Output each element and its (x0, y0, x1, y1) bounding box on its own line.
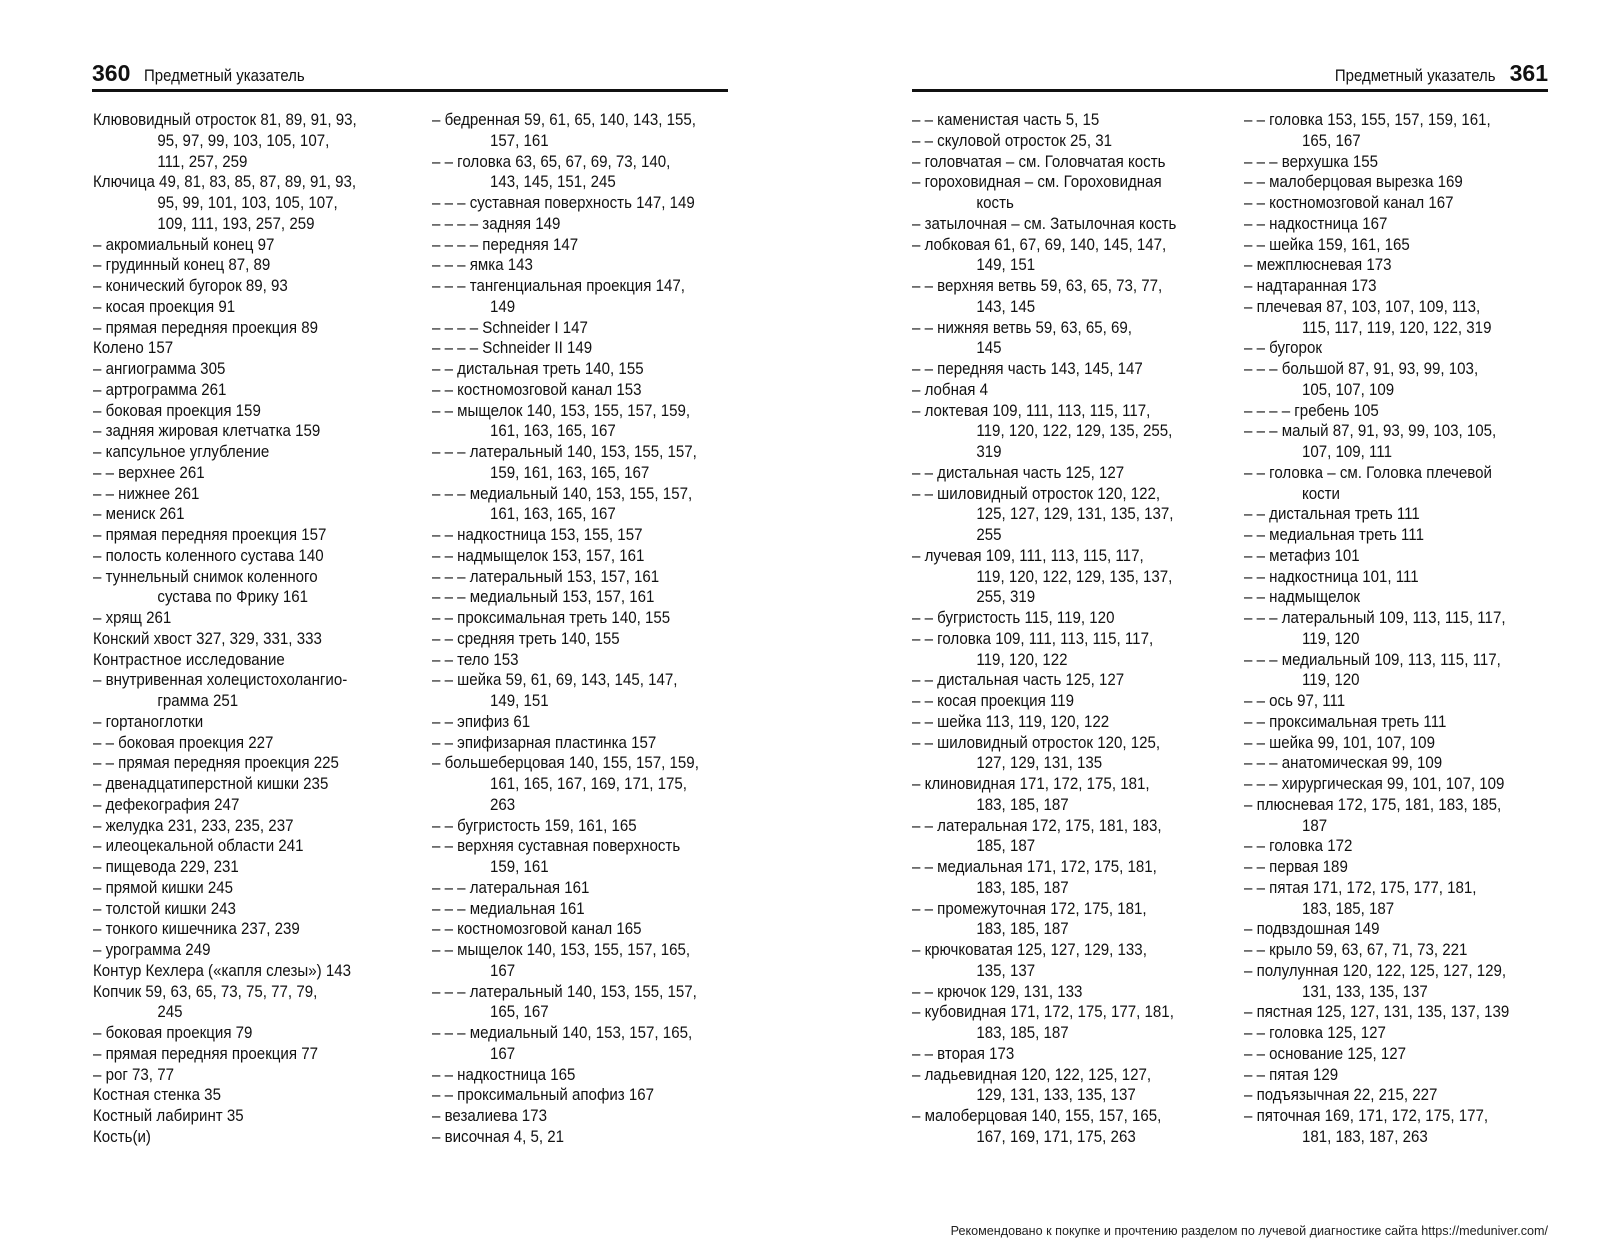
index-entry: – – крючок 129, 131, 133 (912, 982, 1083, 1001)
index-entry: – – мыщелок 140, 153, 155, 157, 159, (432, 401, 691, 420)
index-entry: – косая проекция 91 (93, 297, 236, 316)
index-entry-continuation: 127, 129, 131, 135 (976, 754, 1103, 773)
index-entry-continuation: 95, 97, 99, 103, 105, 107, (157, 131, 330, 150)
index-entry: – – бугристость 159, 161, 165 (432, 816, 637, 835)
index-entry: – тонкого кишечника 237, 239 (93, 920, 300, 939)
index-entry: Копчик 59, 63, 65, 73, 75, 77, 79, (93, 982, 318, 1001)
index-entry: – – головка 63, 65, 67, 69, 73, 140, (432, 152, 671, 171)
index-entry: – двенадцатиперстной кишки 235 (93, 775, 329, 793)
index-entry: – – надкостница 153, 155, 157 (432, 526, 643, 544)
index-entry: – – прямая передняя проекция 225 (93, 754, 339, 773)
left-page-title: Предметный указатель (144, 66, 306, 85)
index-entry-continuation: 319 (976, 443, 1002, 461)
index-entry-continuation: 183, 185, 187 (976, 920, 1069, 939)
index-entry: – – дистальная треть 140, 155 (432, 360, 644, 378)
index-entry-continuation: 255, 319 (976, 588, 1036, 607)
index-entry: – – – медиальный 153, 157, 161 (432, 588, 655, 607)
index-entry: – – – латеральный 153, 157, 161 (432, 567, 660, 586)
index-entry: – полость коленного сустава 140 (93, 546, 324, 565)
index-entry: – – боковая проекция 227 (93, 733, 274, 752)
index-entry: – лобная 4 (912, 380, 989, 399)
index-entry: – – тело 153 (432, 650, 519, 669)
index-entry-continuation: 119, 120, 122, 129, 135, 255, (976, 422, 1173, 441)
index-entry: – конический бугорок 89, 93 (93, 277, 288, 295)
index-entry: – – дистальная треть 111 (1244, 505, 1420, 524)
right-page-title: Предметный указатель (1334, 66, 1496, 85)
index-entry-continuation: кости (1301, 484, 1340, 503)
index-entry: – подвздошная 149 (1244, 920, 1380, 939)
index-entry-continuation: 245 (157, 1003, 183, 1022)
index-entry-continuation: 111, 257, 259 (157, 152, 248, 171)
right-page-number: 361 (1509, 60, 1548, 86)
index-entry: – – – медиальный 140, 153, 155, 157, (432, 484, 693, 503)
index-entry: – – пятая 171, 172, 175, 177, 181, (1244, 878, 1477, 897)
index-column-2 (432, 110, 732, 1148)
index-entry: – – надкостница 101, 111 (1244, 567, 1419, 586)
index-entry: – задняя жировая клетчатка 159 (93, 422, 321, 441)
index-entry-continuation: 161, 163, 165, 167 (489, 505, 616, 524)
index-entry: – – – латеральный 109, 113, 115, 117, (1244, 609, 1506, 627)
index-entry-continuation: 109, 111, 193, 257, 259 (157, 214, 315, 233)
index-entry-continuation: 105, 107, 109 (1301, 380, 1395, 399)
index-entry: – большеберцовая 140, 155, 157, 159, (432, 754, 699, 773)
index-entry: – – дистальная часть 125, 127 (912, 463, 1125, 482)
index-entry: – – эпифиз 61 (432, 712, 531, 731)
index-entry: – – шейка 113, 119, 120, 122 (912, 712, 1110, 731)
index-entry: – прямая передняя проекция 77 (93, 1044, 318, 1063)
index-entry-continuation: 159, 161, 163, 165, 167 (489, 463, 650, 482)
index-entry: – – верхняя суставная поверхность (432, 837, 681, 856)
index-entry-continuation: 119, 120 (1301, 671, 1360, 690)
index-entry: – – – тангенциальная проекция 147, (432, 277, 685, 295)
index-entry-continuation: 187 (1301, 816, 1328, 835)
index-entry-continuation: 135, 137 (976, 961, 1036, 980)
index-entry: – – медиальная треть 111 (1244, 526, 1424, 544)
index-entry: – ладьевидная 120, 122, 125, 127, (912, 1065, 1152, 1084)
index-entry-continuation: 119, 120, 122, 129, 135, 137, (976, 567, 1173, 586)
index-entry: – бедренная 59, 61, 65, 140, 143, 155, (432, 111, 696, 129)
index-column-3 (912, 110, 1227, 1148)
index-entry: – – промежуточная 172, 175, 181, (912, 899, 1147, 918)
index-entry: – – проксимальная треть 140, 155 (432, 609, 671, 627)
index-entry: – – верхнее 261 (93, 463, 205, 482)
index-entry: – плюсневая 172, 175, 181, 183, 185, (1244, 795, 1502, 814)
index-entry: – – – – Schneider II 149 (432, 339, 593, 358)
index-entry: – – – медиальный 140, 153, 157, 165, (432, 1024, 693, 1042)
index-entry: – боковая проекция 159 (93, 401, 261, 420)
index-entry: – лучевая 109, 111, 113, 115, 117, (912, 546, 1144, 565)
index-entry: Клювовидный отросток 81, 89, 91, 93, (93, 111, 357, 129)
index-entry-continuation: 159, 161 (489, 858, 549, 876)
index-entry-continuation: 143, 145 (976, 297, 1036, 316)
index-entry: Ключица 49, 81, 83, 85, 87, 89, 91, 93, (93, 173, 357, 192)
index-entry-continuation: 129, 131, 133, 135, 137 (976, 1086, 1136, 1105)
index-entry: – – эпифизарная пластинка 157 (432, 733, 657, 752)
index-entry-continuation: 149, 151 (976, 256, 1036, 275)
index-entry: – надтаранная 173 (1244, 277, 1377, 295)
index-entry: – – – ямка 143 (432, 256, 533, 275)
index-entry: – – проксимальная треть 111 (1244, 712, 1447, 731)
index-entry-continuation: 185, 187 (976, 837, 1036, 856)
index-entry: – – шейка 159, 161, 165 (1244, 235, 1410, 254)
index-entry-continuation: 143, 145, 151, 245 (489, 173, 616, 192)
index-entry: – – головка 153, 155, 157, 159, 161, (1244, 111, 1491, 129)
index-entry: – прямая передняя проекция 157 (93, 526, 327, 544)
index-entry: – дефекография 247 (93, 795, 240, 814)
index-entry: – – передняя часть 143, 145, 147 (912, 360, 1143, 378)
index-entry: Кость(и) (93, 1127, 151, 1146)
index-entry: – – – верхушка 155 (1244, 152, 1379, 171)
index-entry: – – надкостница 165 (432, 1065, 576, 1084)
index-entry: – – нижняя ветвь 59, 63, 65, 69, (912, 318, 1132, 337)
index-entry: – пястная 125, 127, 131, 135, 137, 139 (1244, 1003, 1510, 1022)
index-entry: – – надмыщелок 153, 157, 161 (432, 546, 645, 565)
index-entry: – – – – гребень 105 (1244, 401, 1379, 420)
index-entry: Колено 157 (93, 339, 174, 358)
index-entry: – – головка – см. Головка плечевой (1244, 463, 1492, 482)
index-entry: – артрограмма 261 (93, 380, 227, 399)
index-entry: – – скуловой отросток 25, 31 (912, 131, 1112, 150)
index-entry: – – бугристость 115, 119, 120 (912, 609, 1115, 627)
index-column-1 (93, 110, 408, 1148)
index-entry-continuation: 167 (489, 1044, 516, 1063)
index-entry: – – – медиальный 109, 113, 115, 117, (1244, 650, 1501, 669)
index-entry: – – – – Schneider I 147 (432, 318, 588, 337)
left-page-header (92, 60, 728, 92)
index-entry: – – латеральная 172, 175, 181, 183, (912, 816, 1162, 835)
index-entry-continuation: 167, 169, 171, 175, 263 (976, 1127, 1136, 1146)
index-entry: – малоберцовая 140, 155, 157, 165, (912, 1107, 1162, 1125)
index-entry: – – малоберцовая вырезка 169 (1244, 173, 1463, 192)
index-entry: Костная стенка 35 (93, 1086, 221, 1105)
index-entry: – – головка 109, 111, 113, 115, 117, (912, 629, 1154, 648)
footer-recommendation-note: Рекомендовано к покупке и прочтению разделом по лучевой диагностике сайта https://meduniver.com/ (950, 1224, 1548, 1238)
index-entry: – височная 4, 5, 21 (432, 1127, 565, 1146)
index-entry: – – основание 125, 127 (1244, 1044, 1407, 1063)
index-entry: – – косая проекция 119 (912, 692, 1074, 710)
index-entry: – ангиограмма 305 (93, 360, 226, 378)
index-entry: – пяточная 169, 171, 172, 175, 177, (1244, 1107, 1489, 1125)
right-page-header (912, 60, 1548, 92)
index-entry-continuation: сустава по Фрику 161 (157, 588, 309, 607)
index-entry-continuation: 119, 120, 122 (976, 650, 1068, 669)
index-entry: – – костномозговой канал 165 (432, 920, 642, 939)
index-entry: – туннельный снимок коленного (93, 567, 318, 586)
index-entry-continuation: 125, 127, 129, 131, 135, 137, (976, 505, 1174, 524)
index-entry: – – каменистая часть 5, 15 (912, 111, 1100, 129)
index-entry: – – костномозговой канал 167 (1244, 194, 1454, 212)
index-entry: – межплюсневая 173 (1244, 256, 1392, 275)
index-entry: – – верхняя ветвь 59, 63, 65, 73, 77, (912, 277, 1163, 295)
index-entry-continuation: 149, 151 (489, 692, 549, 710)
index-entry: – гортаноглотки (93, 712, 204, 731)
index-entry: – мениск 261 (93, 505, 185, 524)
index-entry-continuation: грамма 251 (157, 692, 239, 710)
index-entry: – затылочная – см. Затылочная кость (912, 214, 1177, 233)
index-entry: – – средняя треть 140, 155 (432, 629, 620, 648)
index-entry: – – – латеральный 140, 153, 155, 157, (432, 982, 697, 1001)
index-entry: – – костномозговой канал 153 (432, 380, 642, 399)
left-page-number: 360 (92, 60, 131, 86)
index-entry: – грудинный конец 87, 89 (93, 256, 271, 275)
index-entry: – – надкостница 167 (1244, 214, 1388, 233)
index-entry: Контрастное исследование (93, 650, 285, 669)
index-entry-continuation: 161, 165, 167, 169, 171, 175, (489, 775, 688, 793)
index-entry: – локтевая 109, 111, 113, 115, 117, (912, 401, 1151, 420)
index-entry: – боковая проекция 79 (93, 1024, 253, 1042)
index-entry-continuation: 167 (489, 961, 516, 980)
index-entry: – кубовидная 171, 172, 175, 177, 181, (912, 1003, 1174, 1022)
index-entry-continuation: 157, 161 (489, 131, 549, 150)
index-entry: – желудка 231, 233, 235, 237 (93, 816, 294, 835)
index-entry: – – шиловидный отросток 120, 122, (912, 484, 1161, 503)
index-entry: Конский хвост 327, 329, 331, 333 (93, 629, 322, 648)
index-entry: – – дистальная часть 125, 127 (912, 671, 1125, 690)
index-entry: Контур Кехлера («капля слезы») 143 (93, 961, 352, 980)
index-entry: – – вторая 173 (912, 1044, 1015, 1063)
index-entry: – – – – задняя 149 (432, 214, 561, 233)
index-entry: – – – латеральная 161 (432, 878, 590, 897)
index-entry: – гороховидная – см. Гороховидная (912, 173, 1162, 192)
index-entry-continuation: 181, 183, 187, 263 (1301, 1127, 1428, 1146)
index-entry: – – медиальная 171, 172, 175, 181, (912, 858, 1157, 876)
index-entry: – илеоцекальной области 241 (93, 837, 304, 856)
index-entry: – – шейка 99, 101, 107, 109 (1244, 733, 1435, 752)
index-entry: – – шейка 59, 61, 69, 143, 145, 147, (432, 671, 678, 690)
index-entry: – – проксимальный апофиз 167 (432, 1086, 655, 1105)
index-entry: – – – – передняя 147 (432, 235, 579, 254)
index-entry: – – первая 189 (1244, 858, 1348, 876)
index-entry-continuation: кость (976, 194, 1014, 212)
index-entry: – прямая передняя проекция 89 (93, 318, 318, 337)
index-entry: – везалиева 173 (432, 1107, 547, 1125)
index-entry: – акромиальный конец 97 (93, 235, 275, 254)
index-entry-continuation: 115, 117, 119, 120, 122, 319 (1301, 318, 1492, 337)
index-entry-continuation: 107, 109, 111 (1301, 443, 1392, 461)
index-entry-continuation: 165, 167 (1301, 131, 1361, 150)
index-entry: – – – медиальная 161 (432, 899, 585, 918)
index-entry: – – – малый 87, 91, 93, 99, 103, 105, (1244, 422, 1497, 441)
index-entry: – клиновидная 171, 172, 175, 181, (912, 775, 1150, 793)
index-entry-continuation: 165, 167 (489, 1003, 549, 1022)
index-entry-continuation: 183, 185, 187 (1301, 899, 1395, 918)
index-entry: – рог 73, 77 (93, 1065, 174, 1084)
index-entry: – внутривенная холецистохолангио- (93, 671, 348, 690)
index-entry: – прямой кишки 245 (93, 878, 233, 897)
index-entry: – толстой кишки 243 (93, 899, 236, 918)
index-entry-continuation: 119, 120 (1301, 629, 1360, 648)
index-entry-continuation: 183, 185, 187 (976, 795, 1069, 814)
index-entry: – полулунная 120, 122, 125, 127, 129, (1244, 961, 1507, 980)
index-entry: – – головка 172 (1244, 837, 1353, 856)
index-entry-continuation: 145 (976, 339, 1002, 358)
index-entry-continuation: 183, 185, 187 (976, 878, 1069, 897)
index-entry: – плечевая 87, 103, 107, 109, 113, (1244, 297, 1481, 316)
index-entry: – – – анатомическая 99, 109 (1244, 754, 1443, 773)
index-entry: Костный лабиринт 35 (93, 1107, 244, 1125)
index-entry: – – крыло 59, 63, 67, 71, 73, 221 (1244, 941, 1468, 959)
index-entry-continuation: 149 (489, 297, 516, 316)
index-entry: – – мыщелок 140, 153, 155, 157, 165, (432, 941, 691, 959)
index-entry-continuation: 183, 185, 187 (976, 1024, 1069, 1042)
index-entry: – – пятая 129 (1244, 1065, 1339, 1084)
index-entry: – лобковая 61, 67, 69, 140, 145, 147, (912, 235, 1167, 254)
index-entry: – крючковатая 125, 127, 129, 133, (912, 941, 1147, 959)
index-entry-continuation: 95, 99, 101, 103, 105, 107, (157, 194, 338, 212)
index-entry: – – бугорок (1244, 339, 1322, 358)
index-entry: – – головка 125, 127 (1244, 1024, 1386, 1042)
index-entry: – – ось 97, 111 (1244, 692, 1346, 710)
index-entry: – – шиловидный отросток 120, 125, (912, 733, 1161, 752)
index-entry: – головчатая – см. Головчатая кость (912, 152, 1166, 171)
index-entry: – хрящ 261 (93, 609, 172, 627)
index-entry: – урограмма 249 (93, 941, 211, 959)
index-entry-continuation: 255 (976, 526, 1002, 544)
index-entry: – пищевода 229, 231 (93, 858, 239, 876)
index-entry: – – – большой 87, 91, 93, 99, 103, (1244, 360, 1479, 378)
index-entry: – – надмыщелок (1244, 588, 1360, 607)
index-entry-continuation: 263 (489, 795, 516, 814)
index-entry-continuation: 161, 163, 165, 167 (489, 422, 616, 441)
index-entry: – подъязычная 22, 215, 227 (1244, 1086, 1438, 1105)
index-entry: – – – суставная поверхность 147, 149 (432, 194, 695, 212)
index-entry: – – нижнее 261 (93, 484, 200, 503)
index-entry: – – метафиз 101 (1244, 546, 1360, 565)
index-column-4 (1244, 110, 1544, 1148)
index-entry: – капсульное углубление (93, 443, 270, 461)
index-entry: – – – латеральный 140, 153, 155, 157, (432, 443, 697, 461)
index-entry: – – – хирургическая 99, 101, 107, 109 (1244, 775, 1505, 793)
index-entry-continuation: 131, 133, 135, 137 (1301, 982, 1428, 1001)
